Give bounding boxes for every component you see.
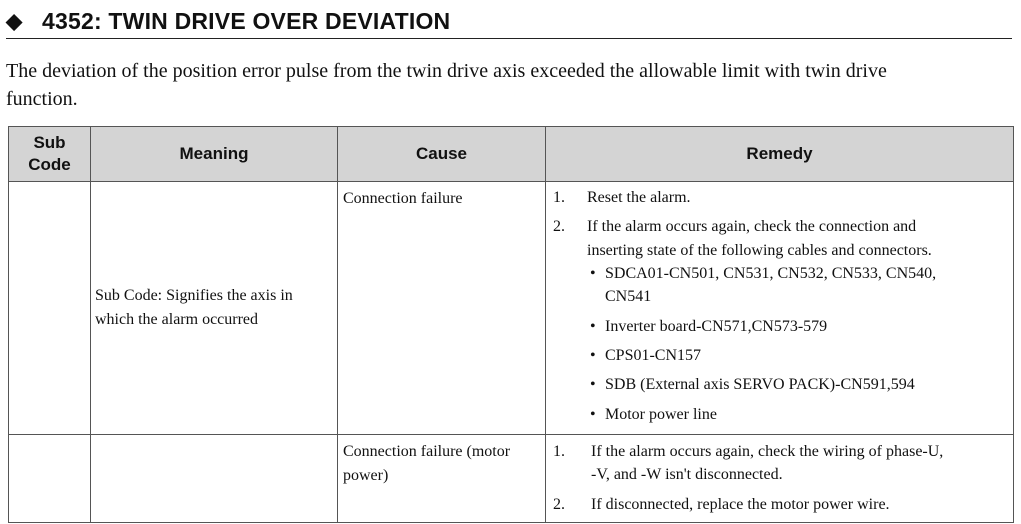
bullet-dot-icon: • xyxy=(590,318,596,335)
meaning-line: which the alarm occurred xyxy=(95,311,259,328)
remedy-step: If disconnected, replace the motor power wire. xyxy=(591,496,890,513)
remedy-step: Reset the alarm. xyxy=(587,189,691,206)
remedy-step: inserting state of the following cables and connectors. xyxy=(587,242,932,259)
step-number: 1. xyxy=(553,189,565,206)
remedy-step: If the alarm occurs again, check the wiring of phase-U, xyxy=(591,443,944,460)
header-sub-code-line: Sub xyxy=(33,133,66,152)
connector-item: Motor power line xyxy=(605,406,717,423)
meaning-cell xyxy=(91,182,338,435)
bullet-dot-icon: • xyxy=(590,347,596,364)
bullet-dot-icon: • xyxy=(590,265,596,282)
header-remedy: Remedy xyxy=(546,127,1014,182)
remedy-step: -V, and -W isn't disconnected. xyxy=(591,466,783,483)
alarm-description xyxy=(6,57,1006,113)
step-number: 2. xyxy=(553,218,565,235)
description-line: The deviation of the position error pulse from the twin drive axis exceeded the allowable limit with twin drive xyxy=(6,60,887,82)
table-row xyxy=(9,182,1014,435)
bullet-dot-icon: • xyxy=(590,406,596,423)
diamond-bullet-icon: ◆ xyxy=(6,10,23,33)
remedy-cell xyxy=(546,435,1014,523)
header-sub-code xyxy=(9,127,91,182)
cause-cell xyxy=(338,435,546,523)
remedy-step: If the alarm occurs again, check the connection and xyxy=(587,218,917,235)
remedy-cell xyxy=(546,182,1014,435)
table-header-row xyxy=(9,127,1014,182)
table-row xyxy=(9,435,1014,523)
cause-text: Connection failure (motor xyxy=(343,443,511,460)
sub-code-cell xyxy=(9,182,91,435)
alarm-title: 4352: TWIN DRIVE OVER DEVIATION xyxy=(42,8,451,34)
connector-item: SDCA01-CN501, CN531, CN532, CN533, CN540, xyxy=(605,265,937,282)
connector-item: SDB (External axis SERVO PACK)-CN591,594 xyxy=(605,376,915,393)
connector-item: CN541 xyxy=(605,288,652,305)
meaning-cell xyxy=(91,435,338,523)
connector-item: CPS01-CN157 xyxy=(605,347,702,364)
meaning-line: Sub Code: Signifies the axis in xyxy=(95,287,293,304)
section-heading xyxy=(6,8,1012,39)
cause-text: Connection failure xyxy=(343,190,463,207)
description-line: function. xyxy=(6,88,78,110)
step-number: 1. xyxy=(553,443,565,460)
header-meaning: Meaning xyxy=(91,127,338,182)
header-sub-code-line: Code xyxy=(28,155,71,174)
alarm-table xyxy=(8,126,1014,523)
connector-item: Inverter board-CN571,CN573-579 xyxy=(605,318,828,335)
header-cause: Cause xyxy=(338,127,546,182)
sub-code-cell xyxy=(9,435,91,523)
cause-text: power) xyxy=(343,467,389,484)
step-number: 2. xyxy=(553,496,565,513)
cause-cell xyxy=(338,182,546,435)
bullet-dot-icon: • xyxy=(590,376,596,393)
